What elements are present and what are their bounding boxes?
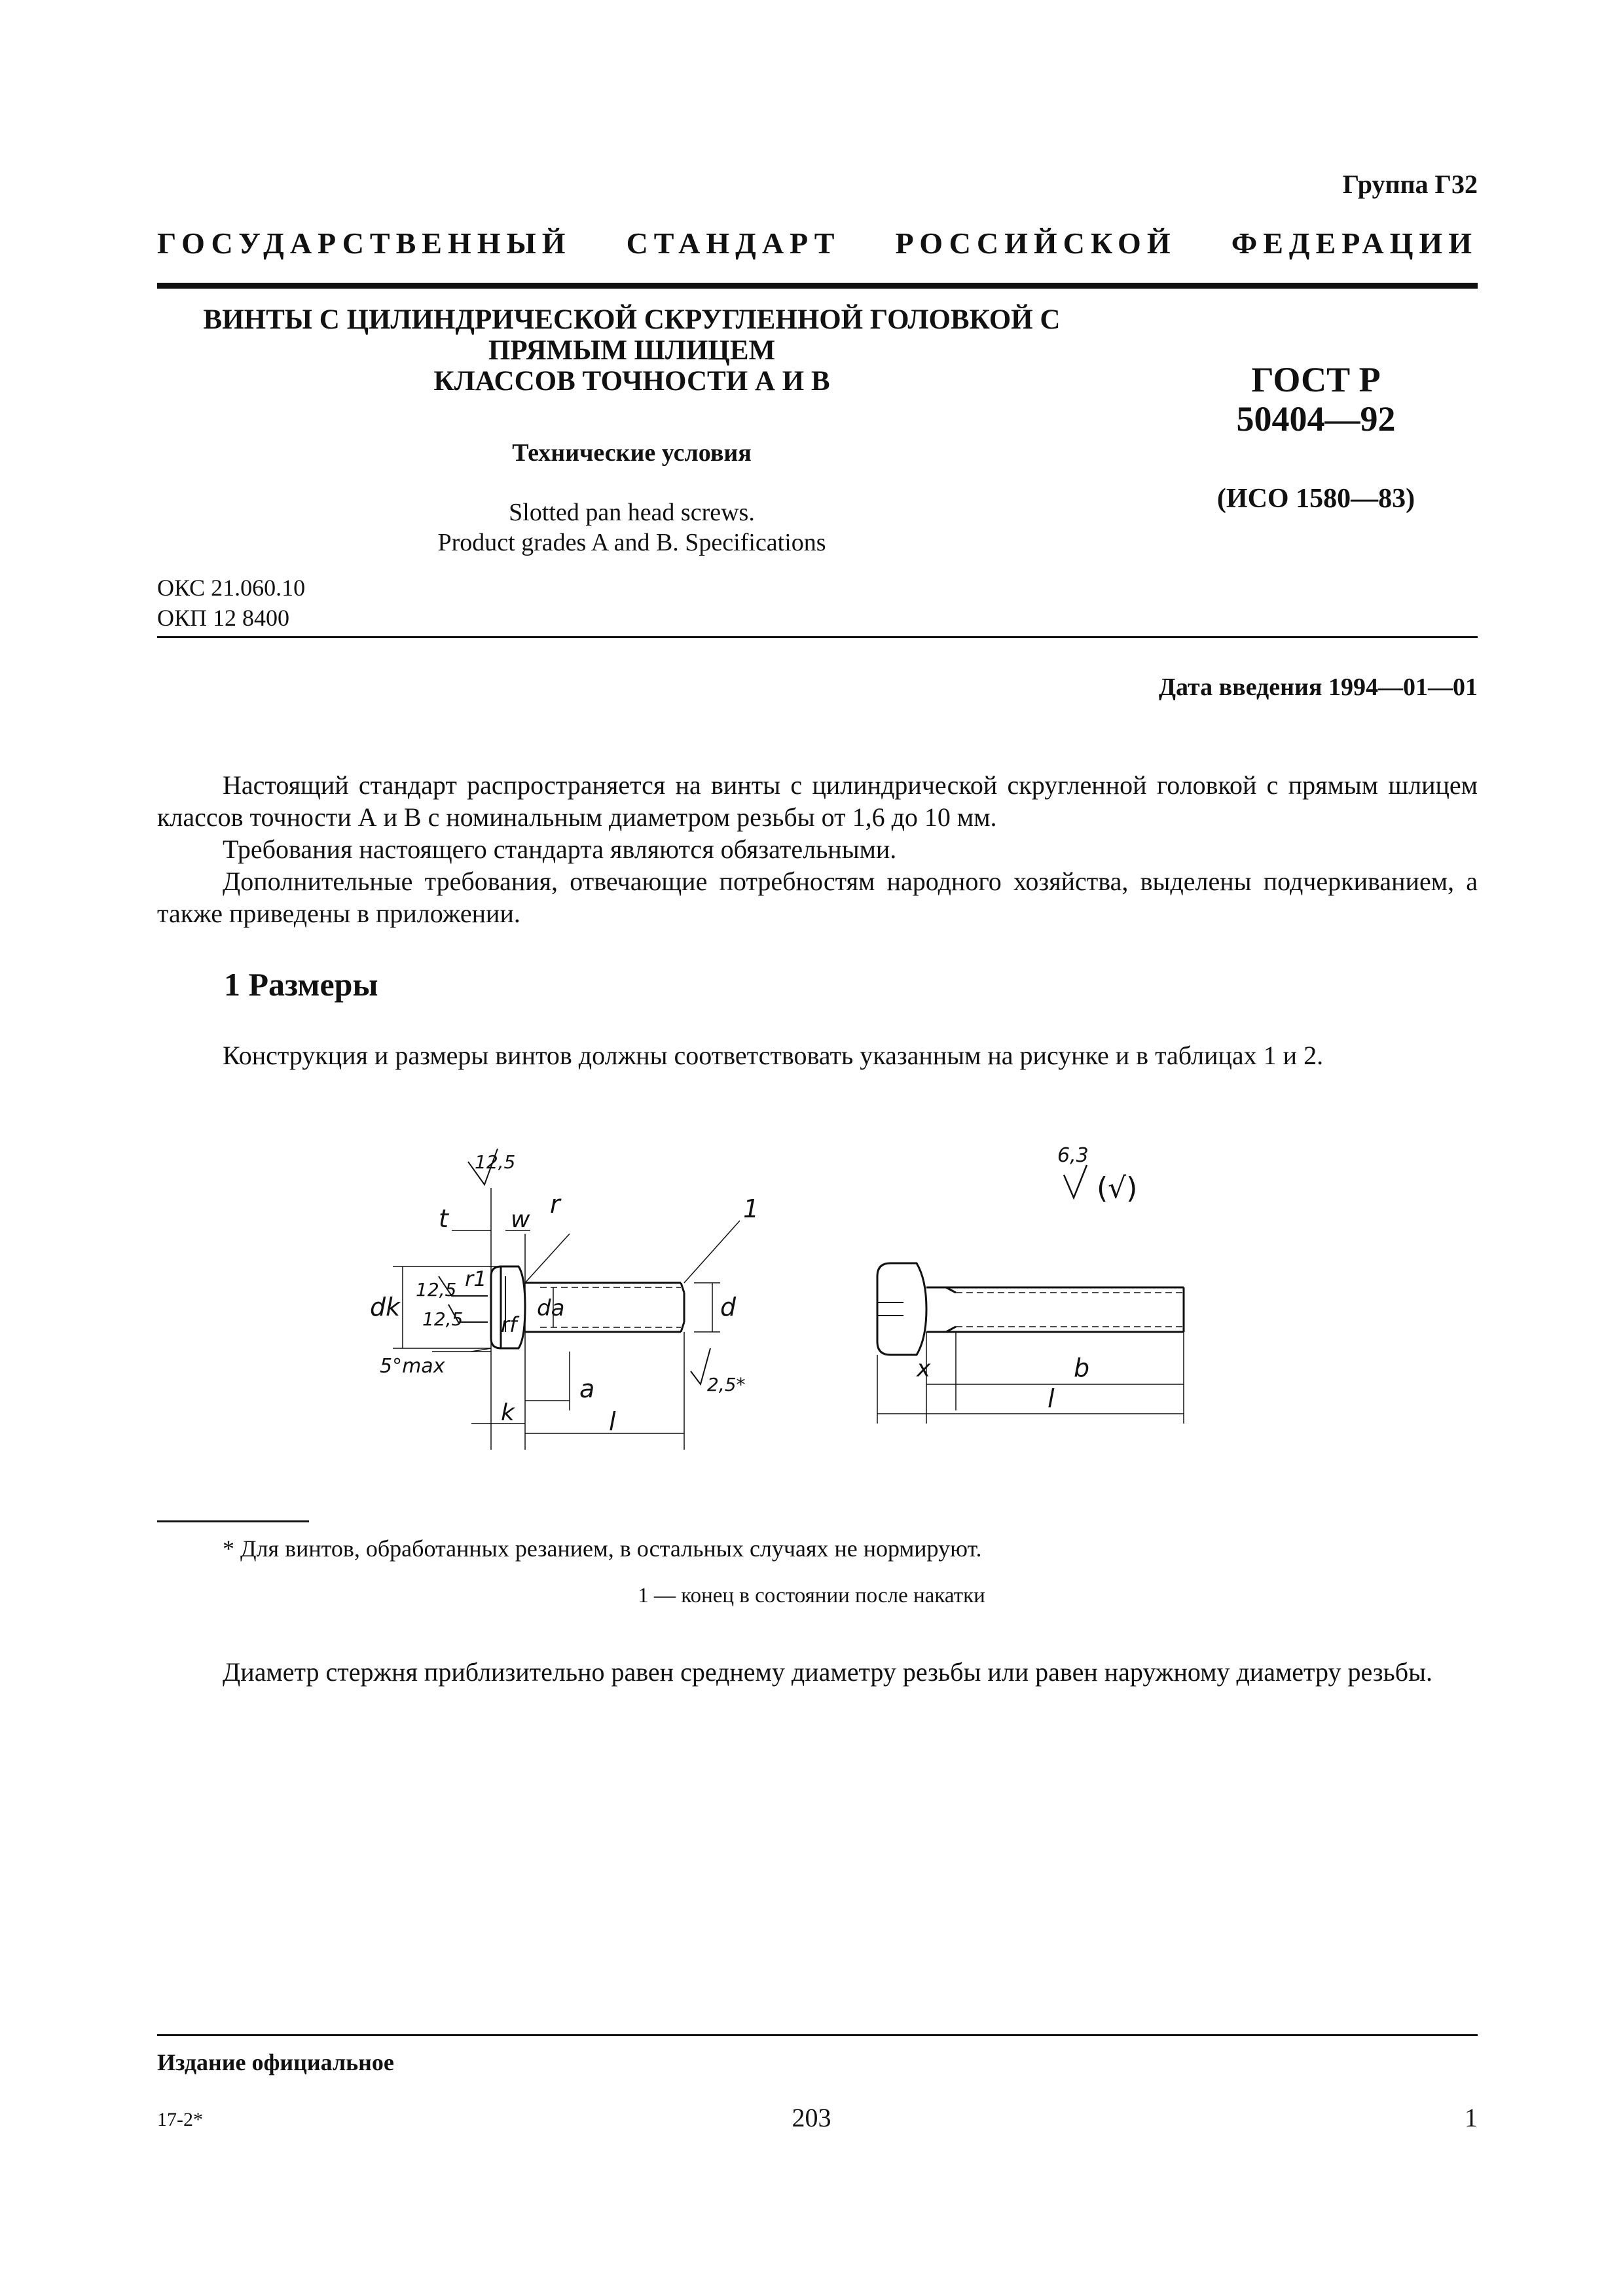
iso-reference: (ИСО 1580—83) xyxy=(1216,484,1415,514)
label-x: x xyxy=(917,1355,931,1382)
state-standard-header xyxy=(157,226,1478,260)
left-view xyxy=(370,1149,759,1450)
title-line: ВИНТЫ С ЦИЛИНДРИЧЕСКОЙ СКРУГЛЕННОЙ ГОЛОВКОЙ С xyxy=(203,304,1061,335)
oks-code: ОКС 21.060.10 xyxy=(157,575,306,601)
label-l: l xyxy=(609,1407,616,1436)
label-roughness: 2,5* xyxy=(707,1374,746,1395)
designation-line: ГОСТ Р xyxy=(1251,360,1381,399)
english-title-line: Product grades A and B. Specifications xyxy=(437,529,826,556)
label-w: w xyxy=(511,1206,530,1233)
english-title xyxy=(157,497,1106,558)
codes-rule xyxy=(157,636,1478,638)
label-surface-roughness: 6,3 xyxy=(1057,1144,1089,1167)
introduction-date: Дата введения 1994—01—01 xyxy=(1158,673,1478,701)
footnote-rule xyxy=(157,1520,309,1522)
shank-paragraph xyxy=(157,1656,1478,1688)
label-1: 1 xyxy=(743,1194,759,1223)
intro-paragraphs xyxy=(157,769,1478,929)
paragraph: Конструкция и размеры винтов должны соответствовать указанным на рисунке и в таблицах 1 и 2. xyxy=(223,1041,1324,1070)
label-angle: 5°max xyxy=(380,1355,445,1378)
label-r1: r1 xyxy=(465,1266,487,1291)
check-icon: (√) xyxy=(1097,1172,1138,1205)
header-word: РОССИЙСКОЙ xyxy=(895,226,1176,260)
right-view xyxy=(877,1144,1184,1424)
document-title xyxy=(157,304,1106,397)
label-l-right: l xyxy=(1048,1384,1055,1413)
footnote: * Для винтов, обработанных резанием, в остальных случаях не нормируют. xyxy=(223,1535,982,1562)
paragraph: Диаметр стержня приблизительно равен среднему диаметру резьбы или равен наружному диаметру резьбы. xyxy=(223,1657,1432,1687)
label-roughness: 12,5 xyxy=(416,1279,457,1300)
label-dk: dk xyxy=(370,1293,401,1321)
label-a: a xyxy=(579,1374,595,1403)
print-code: 17-2* xyxy=(157,2109,203,2130)
header-word: ФЕДЕРАЦИИ xyxy=(1231,226,1478,260)
standard-designation xyxy=(1152,360,1480,439)
label-roughness: 12,5 xyxy=(475,1151,516,1173)
dimensions-paragraph xyxy=(157,1039,1478,1071)
section-heading: 1 Размеры xyxy=(224,966,378,1003)
screw-drawing xyxy=(354,1136,1244,1476)
page-number: 203 xyxy=(792,2103,831,2132)
header-word: СТАНДАРТ xyxy=(626,226,841,260)
edition-label: Издание официальное xyxy=(157,2049,394,2075)
document-page-number: 1 xyxy=(1465,2103,1478,2132)
label-da: da xyxy=(537,1295,565,1321)
label-d: d xyxy=(720,1293,737,1321)
label-k: k xyxy=(501,1399,515,1426)
paragraph: Требования настоящего стандарта являются обязательными. xyxy=(223,834,897,864)
header-rule xyxy=(157,283,1478,289)
header-word: ГОСУДАРСТВЕННЫЙ xyxy=(157,226,572,260)
paragraph: Настоящий стандарт распространяется на винты с цилиндрической скругленной головкой с прямым шлицем классов точности А и В с номинальным диаметром резьбы от 1,6 до 10 мм. xyxy=(157,770,1478,832)
label-rf: rf xyxy=(501,1312,517,1337)
document-subtitle: Технические условия xyxy=(512,439,752,467)
title-line: КЛАССОВ ТОЧНОСТИ А И В xyxy=(433,366,830,397)
title-line: ПРЯМЫМ ШЛИЦЕМ xyxy=(488,335,776,366)
designation-number: 50404—92 xyxy=(1236,399,1396,439)
label-t: t xyxy=(439,1204,448,1233)
paragraph: Дополнительные требования, отвечающие потребностям народного хозяйства, выделены подчеркиванием, а также приведены в приложении. xyxy=(157,867,1478,928)
classification-codes xyxy=(157,573,305,633)
footer-rule xyxy=(157,2034,1478,2036)
figure-legend: 1 — конец в состоянии после накатки xyxy=(638,1584,985,1607)
okp-code: ОКП 12 8400 xyxy=(157,605,290,631)
label-r: r xyxy=(550,1190,560,1219)
group-code: Группа Г32 xyxy=(1342,170,1478,199)
label-b: b xyxy=(1074,1354,1090,1382)
label-roughness: 12,5 xyxy=(422,1308,464,1330)
english-title-line: Slotted pan head screws. xyxy=(509,499,755,526)
